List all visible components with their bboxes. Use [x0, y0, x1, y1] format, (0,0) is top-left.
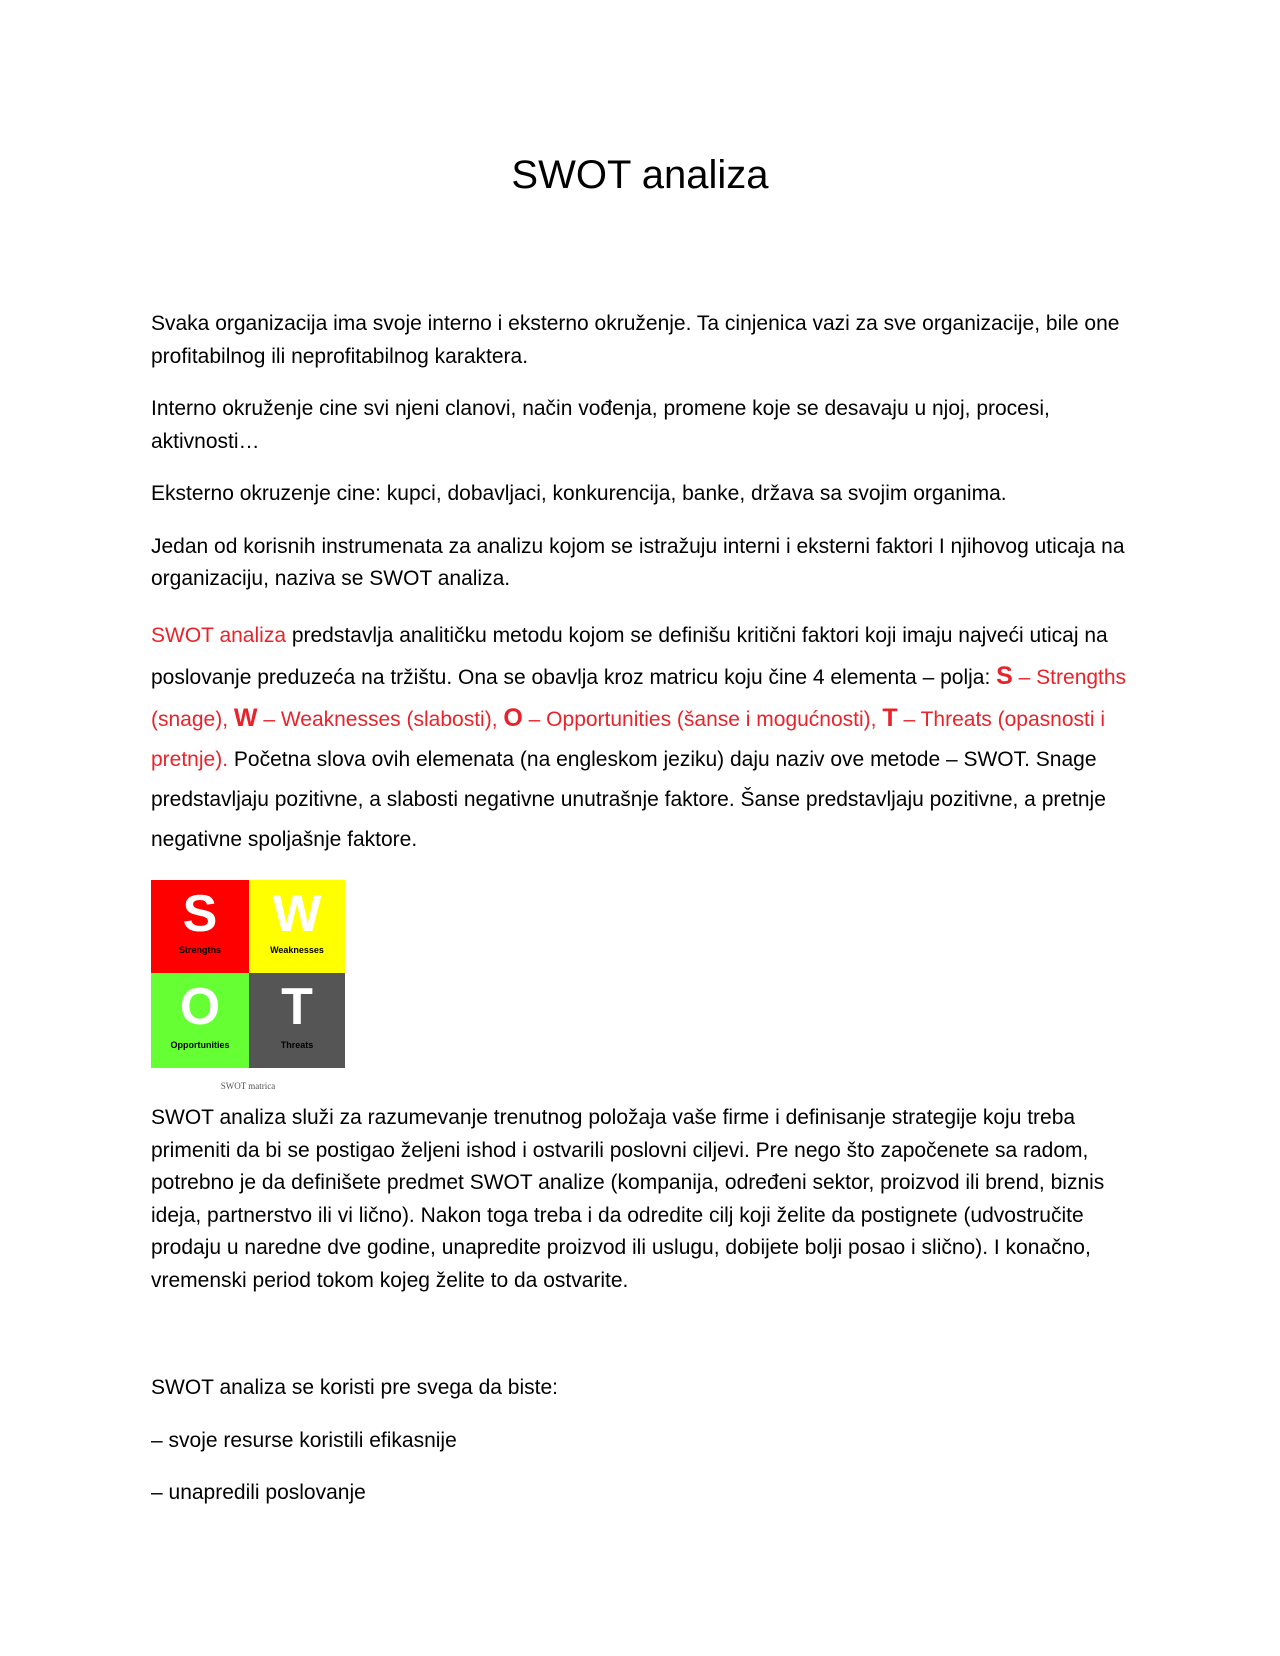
p5-tail: Početna slova ovih elemenata (na engleskom jeziku) daju naziv ove metode – SWOT. Snage predstavljaju pozitivne, a slabosti negativne unutrašnje faktore. Šanse predstavljaju pozitivne, a pretnje negativne spoljašnje faktore.: [151, 747, 1106, 851]
s-letter: S: [996, 661, 1013, 690]
swot-matrix-figure: [151, 880, 345, 1103]
w-text: – Weaknesses (slabosti),: [257, 707, 504, 731]
paragraph-1: Svaka organizacija ima svoje interno i eksterno okruženje. Ta cinjenica vazi za sve organizacije, bile one profitabilnog ili neprofitabilnog karaktera.: [151, 312, 1120, 368]
quadrant-label-opportunities: Opportunities: [170, 1040, 230, 1050]
o-text: – Opportunities (šanse i mogućnosti),: [522, 707, 883, 731]
paragraph-4: Jedan od korisnih instrumenata za analizu kojom se istražuju interni i eksterni faktori I njihovog uticaja na organizaciju, naziva se SWOT analiza.: [151, 534, 1125, 590]
blank-line: [151, 1317, 1141, 1372]
list-item: – svoje resurse koristili efikasnije: [151, 1428, 457, 1452]
quadrant-letter-t: T: [281, 977, 313, 1036]
list-item: – unapredili poslovanje: [151, 1481, 366, 1504]
quadrant-label-strengths: Strengths: [178, 945, 221, 955]
s-text: – Strengths (snage),: [151, 665, 1127, 731]
paragraph-5: [151, 616, 1141, 860]
t-letter: T: [882, 703, 898, 732]
quadrant-label-threats: Threats: [280, 1040, 314, 1050]
paragraph-2: Interno okruženje cine svi njeni clanovi, način vođenja, promene koje se desavaju u njoj, procesi, aktivnosti…: [151, 397, 1050, 453]
quadrant-label-weaknesses: Weaknesses: [270, 945, 324, 955]
t-text: – Threats (opasnosti i pretnje).: [151, 707, 1106, 771]
quadrant-strengths: [151, 880, 249, 973]
paragraph-6: SWOT analiza služi za razumevanje trenutnog položaja vaše firme i definisanje strategije koju treba primeniti da bi se postigao željeni ishod i ostvarili poslovni ciljevi. Pre nego što započenete sa radom, potrebno je da definišete predmet SWOT analize (kompanija, određeni sektor, proizvod ili brend, biznis ideja, partnerstvo ili vi lično). Nakon toga treba i da odredite cilj koji želite da postignete (udvostručite prodaju u naredne dve godine, unapredite proizvod ili uslugu, dobijete bolji posao i slično). I konačno, vremenski period tokom kojeg želite to da ostvarite.: [151, 1106, 1105, 1292]
paragraph-7: SWOT analiza se koristi pre svega da biste:: [151, 1376, 558, 1399]
o-letter: O: [503, 703, 523, 732]
w-letter: W: [233, 703, 258, 732]
figure-caption: SWOT matrica: [220, 1080, 276, 1091]
quadrant-letter-o: O: [179, 977, 221, 1036]
quadrant-letter-s: S: [182, 884, 218, 943]
paragraph-3: Eksterno okruzenje cine: kupci, dobavljaci, konkurencija, banke, država sa svojim organima.: [151, 482, 1007, 505]
swot-analiza-highlight: SWOT analiza: [151, 623, 286, 647]
quadrant-threats: [249, 973, 345, 1068]
quadrant-opportunities: [151, 973, 249, 1068]
swot-matrix: [151, 880, 345, 1068]
quadrant-weaknesses: [249, 880, 345, 973]
p5-lead: predstavlja analitičku metodu kojom se definišu kritični faktori koji imaju najveći uticaj na poslovanje preduzeća na tržištu. Ona se obavlja kroz matricu koju čine 4 elementa – polja:: [151, 623, 1108, 689]
document-body: [151, 308, 1141, 1530]
quadrant-letter-w: W: [272, 884, 322, 943]
page-title: SWOT analiza: [511, 153, 769, 197]
